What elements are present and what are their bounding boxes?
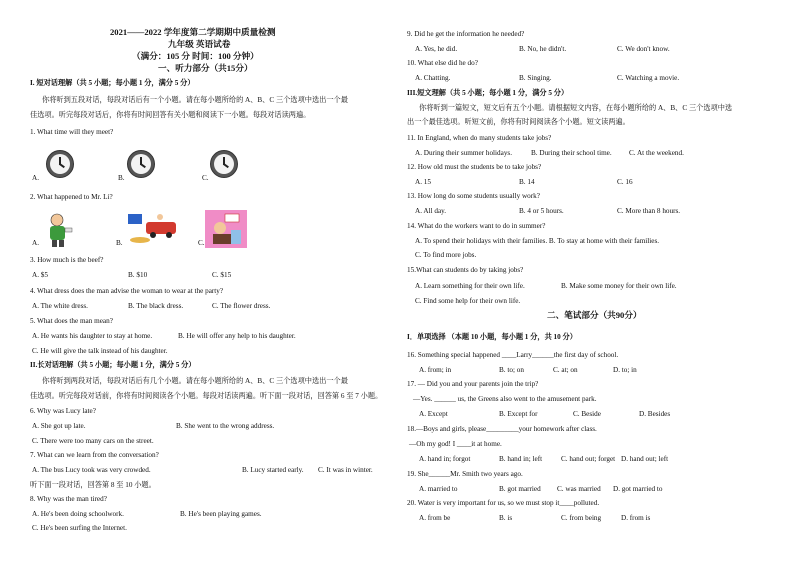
exam-score-time: （满分：105 分 时间：100 分钟） bbox=[132, 51, 259, 61]
question-15: 15.What can students do by taking jobs? bbox=[407, 266, 524, 274]
q17-option-b: B. Except for bbox=[499, 410, 538, 418]
q14-option-c: C. To find more jobs. bbox=[415, 251, 477, 259]
q4-option-b: B. The black dress. bbox=[128, 302, 184, 310]
q7-option-c: C. It was in winter. bbox=[318, 466, 373, 474]
q18-option-c: C. hand out; forget bbox=[561, 455, 616, 463]
q16-option-b: B. to; on bbox=[499, 366, 524, 374]
q12-option-b: B. 14 bbox=[519, 178, 535, 186]
q16-option-c: C. at; on bbox=[553, 366, 578, 374]
q3-option-a: A. $5 bbox=[32, 271, 48, 279]
q3-option-b: B. $10 bbox=[128, 271, 148, 279]
q6-option-b: B. She went to the wrong address. bbox=[176, 422, 275, 430]
q12-option-c: C. 16 bbox=[617, 178, 633, 186]
q1-option-b: B. bbox=[118, 174, 125, 182]
q4-option-c: C. The flower dress. bbox=[212, 302, 271, 310]
q6-option-a: A. She got up late. bbox=[32, 422, 86, 430]
question-14: 14. What do the workers want to do in summer? bbox=[407, 222, 546, 230]
question-13: 13. How long do some students usually work? bbox=[407, 192, 540, 200]
question-9: 9. Did he get the information he needed? bbox=[407, 30, 525, 38]
question-20: 20. Water is very important for us, so we must stop it____polluted. bbox=[407, 499, 600, 507]
q18-option-a: A. hand in; forgot bbox=[419, 455, 471, 463]
q3-option-c: C. $15 bbox=[212, 271, 232, 279]
q9-option-a: A. Yes, he did. bbox=[415, 45, 458, 53]
question-11: 11. In England, when do many students take jobs? bbox=[407, 134, 552, 142]
q8-option-a: A. He's been doing schoolwork. bbox=[32, 510, 124, 518]
question-5: 5. What does the man mean? bbox=[30, 317, 113, 325]
q5-option-c: C. He will give the talk instead of his daughter. bbox=[32, 347, 168, 355]
q14-options-ab: A. To spend their holidays with their families. B. To stay at home with their families. bbox=[415, 237, 660, 245]
section-2-title: II.长对话理解（共 5 小题；每小题 1 分，满分 5 分） bbox=[30, 361, 196, 369]
q17-option-a: A. Except bbox=[419, 410, 448, 418]
question-18-line-2: —Oh my god! I ____it at home. bbox=[409, 440, 502, 448]
question-16: 16. Something special happened ____Larry______the first day of school. bbox=[407, 351, 619, 359]
q20-option-b: B. is bbox=[499, 514, 513, 522]
q17-option-c: C. Beside bbox=[573, 410, 601, 418]
listening-part-title: 一、听力部分（共15分） bbox=[158, 63, 253, 73]
q13-option-c: C. More than 8 hours. bbox=[617, 207, 681, 215]
question-12: 12. How old must the students be to take jobs? bbox=[407, 163, 542, 171]
section-1-instruction: 你将听到五段对话，每段对话后有一个小题。请在每小题所给的 A、B、C 三个选项中选出一个最 bbox=[42, 96, 348, 104]
q2-option-c: C. bbox=[198, 239, 205, 247]
q17-option-d: D. Besides bbox=[639, 410, 671, 418]
question-7: 7. What can we learn from the conversation? bbox=[30, 451, 159, 459]
q19-option-c: C. was married bbox=[557, 485, 601, 493]
q15-option-b: B. Make some money for their own life. bbox=[561, 282, 677, 290]
q16-option-a: A. from; in bbox=[419, 366, 452, 374]
q6-option-c: C. There were too many cars on the street. bbox=[32, 437, 154, 445]
q15-option-a: A. Learn something for their own life. bbox=[415, 282, 525, 290]
q1-option-a: A. bbox=[32, 174, 39, 182]
section-1-title: I. 短对话理解（共 5 小题；每小题 1 分，满分 5 分） bbox=[30, 79, 195, 87]
q19-option-a: A. married to bbox=[419, 485, 458, 493]
q10-option-c: C. Watching a movie. bbox=[617, 74, 680, 82]
q8-option-c: C. He's been surfing the Internet. bbox=[32, 524, 127, 532]
question-8: 8. Why was the man tired? bbox=[30, 495, 107, 503]
q5-option-b: B. He will offer any help to his daughter. bbox=[178, 332, 296, 340]
q4-option-a: A. The white dress. bbox=[32, 302, 88, 310]
section-1-instruction-2: 佳选项。听完每段对话后，你将有时间回答有关小题和阅读下一小题。每段对话读两遍。 bbox=[30, 111, 311, 119]
q13-option-a: A. All day. bbox=[415, 207, 447, 215]
q19-option-d: D. got married to bbox=[613, 485, 663, 493]
clock-icon bbox=[127, 150, 155, 178]
writing-part-title: 二、笔试部分（共90分） bbox=[547, 310, 642, 320]
question-17: 17. — Did you and your parents join the trip? bbox=[407, 380, 539, 388]
exam-title: 2021——2022 学年度第二学期期中质量检测 bbox=[110, 27, 276, 37]
q20-option-a: A. from be bbox=[419, 514, 451, 522]
q11-option-a: A. During their summer holidays. bbox=[415, 149, 513, 157]
accident-picture bbox=[126, 212, 180, 246]
q11-option-b: B. During their school time. bbox=[531, 149, 612, 157]
q10-option-a: A. Chatting. bbox=[415, 74, 451, 82]
q18-option-b: B. hand in; left bbox=[499, 455, 543, 463]
q9-option-b: B. No, he didn't. bbox=[519, 45, 567, 53]
q18-option-d: D. hand out; left bbox=[621, 455, 669, 463]
section-2-instruction: 你将听到两段对话，每段对话后有几个小题。请在每小题所给的 A、B、C 三个选项中选出一个最 bbox=[42, 377, 348, 385]
section-2-instruction-2: 佳选项。听完每段对话前，你将有时间阅读各个小题。每段对话读两遍。听下面一段对话，回答第 6 至 7 小题。 bbox=[30, 392, 383, 400]
q20-option-d: D. from is bbox=[621, 514, 651, 522]
injured-man-picture bbox=[40, 212, 78, 248]
question-4: 4. What dress does the man advise the woman to wear at the party? bbox=[30, 287, 224, 295]
hospital-picture bbox=[205, 210, 247, 248]
q15-option-c: C. Find some help for their own life. bbox=[415, 297, 521, 305]
q10-option-b: B. Singing. bbox=[519, 74, 552, 82]
section-3-title: III.短文理解（共 5 小题；每小题 1 分，满分 5 分） bbox=[407, 89, 569, 97]
q5-option-a: A. He wants his daughter to stay at home. bbox=[32, 332, 153, 340]
q2-option-b: B. bbox=[116, 239, 123, 247]
q20-option-c: C. from being bbox=[561, 514, 602, 522]
q8-option-b: B. He's been playing games. bbox=[180, 510, 262, 518]
section-2-instruction-3: 听下面一段对话，回答第 8 至 10 小题。 bbox=[30, 481, 156, 489]
question-1: 1. What time will they meet? bbox=[30, 128, 114, 136]
q1-option-c: C. bbox=[202, 174, 209, 182]
section-3-instruction-2: 出一个最佳选项。听短文前，你将有时间阅读各个小题。短文读两遍。 bbox=[407, 118, 630, 126]
question-19: 19. She______Mr. Smith two years ago. bbox=[407, 470, 523, 478]
question-2: 2. What happened to Mr. Li? bbox=[30, 193, 113, 201]
q7-option-b: B. Lucy started early. bbox=[242, 466, 304, 474]
section-3-instruction: 你将听到一篇短文，短文后有五个小题。请根据短文内容，在每小题所给的 A、B、C 三个选项中选 bbox=[419, 104, 733, 112]
section-4-title: I．单项选择 （本题 10 小题，每小题 1 分，共 10 分） bbox=[407, 333, 577, 341]
q16-option-d: D. to; in bbox=[613, 366, 637, 374]
q11-option-c: C. At the weekend. bbox=[629, 149, 684, 157]
question-10: 10. What else did he do? bbox=[407, 59, 478, 67]
q9-option-c: C. We don't know. bbox=[617, 45, 670, 53]
question-6: 6. Why was Lucy late? bbox=[30, 407, 96, 415]
q7-option-a: A. The bus Lucy took was very crowded. bbox=[32, 466, 151, 474]
q2-option-a: A. bbox=[32, 239, 39, 247]
exam-grade: 九年级 英语试卷 bbox=[168, 39, 231, 49]
question-3: 3. How much is the beef? bbox=[30, 256, 104, 264]
question-17-line-2: —Yes. ______ us, the Greens also went to the amusement park. bbox=[413, 395, 597, 403]
q12-option-a: A. 15 bbox=[415, 178, 431, 186]
question-18: 18.—Boys and girls, please_________your homework after class. bbox=[407, 425, 597, 433]
q19-option-b: B. got married bbox=[499, 485, 541, 493]
clock-icon bbox=[210, 150, 238, 178]
q13-option-b: B. 4 or 5 hours. bbox=[519, 207, 564, 215]
clock-icon bbox=[46, 150, 74, 178]
